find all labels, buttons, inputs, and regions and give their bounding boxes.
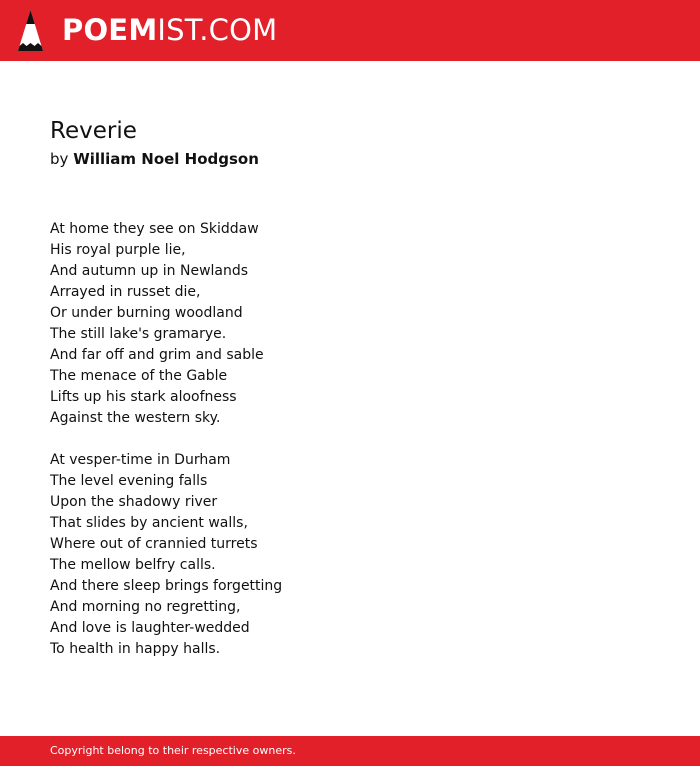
- poem-line: And autumn up in Newlands: [50, 263, 249, 279]
- poem-line: The mellow belfry calls.: [50, 557, 216, 573]
- poem-line: Lifts up his stark aloofness: [50, 389, 237, 405]
- poem-body: [50, 219, 650, 681]
- site-logo[interactable]: [62, 12, 277, 48]
- copyright-notice: Copyright belong to their respective owners.: [50, 744, 296, 757]
- poem-author: William Noel Hodgson: [73, 150, 259, 168]
- poem-line: Upon the shadowy river: [50, 494, 218, 510]
- poem-line: The level evening falls: [50, 473, 208, 489]
- site-footer: [0, 736, 700, 766]
- poem-line: To health in happy halls.: [50, 641, 221, 657]
- poem-line: Or under burning woodland: [50, 305, 243, 321]
- poem-line: And far off and grim and sable: [50, 347, 264, 363]
- poem-byline: [50, 149, 259, 169]
- by-label: by: [50, 150, 69, 168]
- poem-line: The still lake's gramarye.: [50, 326, 227, 342]
- poem-title: Reverie: [50, 118, 137, 144]
- logo-light-text: IST.COM: [157, 13, 278, 47]
- poem-line: That slides by ancient walls,: [50, 515, 248, 531]
- site-header: [0, 0, 700, 61]
- poem-line: And there sleep brings forgetting: [50, 578, 283, 594]
- poem-line: At home they see on Skiddaw: [50, 221, 259, 237]
- poem-line: The menace of the Gable: [50, 368, 228, 384]
- poem-line: Where out of crannied turrets: [50, 536, 258, 552]
- pencil-tip-icon[interactable]: [18, 10, 43, 51]
- poem-line: And love is laughter-wedded: [50, 620, 250, 636]
- poem-line: Arrayed in russet die,: [50, 284, 201, 300]
- poem-line: Against the western sky.: [50, 410, 221, 426]
- poem-line: At vesper-time in Durham: [50, 452, 231, 468]
- stanza: [50, 219, 650, 429]
- logo-bold-text: POEM: [62, 13, 158, 47]
- stanza: [50, 450, 650, 660]
- poem-line: His royal purple lie,: [50, 242, 186, 258]
- poem-line: And morning no regretting,: [50, 599, 241, 615]
